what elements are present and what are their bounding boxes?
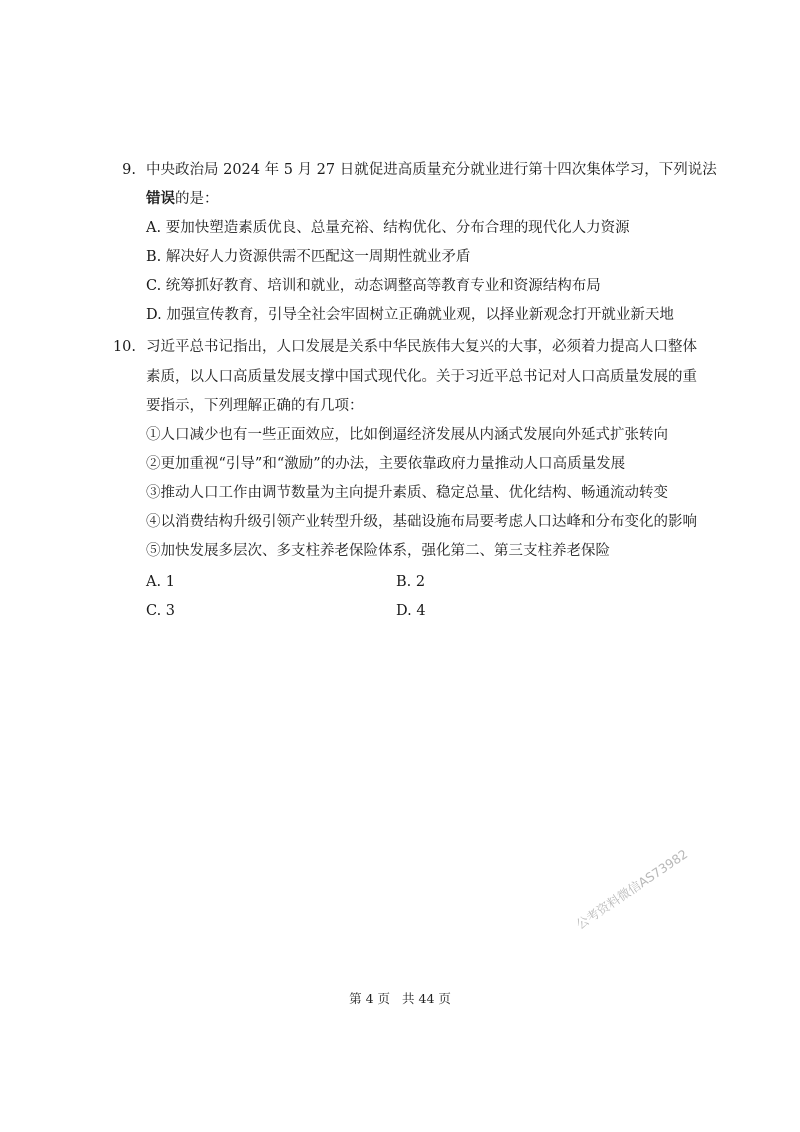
question-10-statement-1: ①人口减少也有一些正面效应，比如倒逼经济发展从内涵式发展向外延式扩张转向 bbox=[146, 427, 668, 443]
question-10-stem-line1: 习近平总书记指出，人口发展是关系中华民族伟大复兴的大事，必须着力提高人口整体 bbox=[146, 339, 697, 355]
question-9-stem-rest: 的是： bbox=[175, 191, 219, 207]
question-9-option-a: A. 要加快塑造素质优良、总量充裕、结构优化、分布合理的现代化人力资源 bbox=[146, 220, 630, 236]
question-9-option-c: C. 统筹抓好教育、培训和就业，动态调整高等教育专业和资源结构布局 bbox=[146, 278, 601, 294]
question-9-stem-line1: 中央政治局 2024 年 5 月 27 日就促进高质量充分就业进行第十四次集体学习，下列说法 bbox=[146, 162, 717, 178]
question-10-statement-3: ③推动人口工作由调节数量为主向提升素质、稳定总量、优化结构、畅通流动转变 bbox=[146, 485, 668, 501]
question-9-stem-line2 bbox=[146, 189, 219, 209]
question-9-emphasis: 错误 bbox=[146, 190, 175, 207]
page-number: 第 4 页 bbox=[349, 991, 391, 1006]
page-footer bbox=[0, 989, 800, 1007]
question-10-option-c: C. 3 bbox=[146, 603, 176, 619]
question-10-statement-4: ④以消费结构升级引领产业转型升级，基础设施布局要考虑人口达峰和分布变化的影响 bbox=[146, 514, 697, 530]
question-10-option-b: B. 2 bbox=[396, 574, 426, 590]
question-10-option-a: A. 1 bbox=[146, 574, 175, 590]
question-10-statement-2: ②更加重视“引导”和“激励”的办法，主要依靠政府力量推动人口高质量发展 bbox=[146, 456, 626, 472]
page-total: 共 44 页 bbox=[402, 991, 451, 1006]
question-10-number: 10. bbox=[112, 339, 136, 355]
watermark-text: 公考资料微信AS73982 bbox=[573, 846, 691, 933]
question-10-stem-line2: 素质，以人口高质量发展支撑中国式现代化。关于习近平总书记对人口高质量发展的重 bbox=[146, 369, 697, 385]
question-9-number: 9. bbox=[122, 162, 136, 178]
question-10-option-d: D. 4 bbox=[396, 603, 426, 619]
question-10-stem-line3: 要指示，下列理解正确的有几项： bbox=[146, 398, 364, 414]
question-9-option-d: D. 加强宣传教育，引导全社会牢固树立正确就业观，以择业新观念打开就业新天地 bbox=[146, 307, 674, 323]
question-10-statement-5: ⑤加快发展多层次、多支柱养老保险体系，强化第二、第三支柱养老保险 bbox=[146, 543, 610, 559]
question-9-option-b: B. 解决好人力资源供需不匹配这一周期性就业矛盾 bbox=[146, 249, 471, 265]
